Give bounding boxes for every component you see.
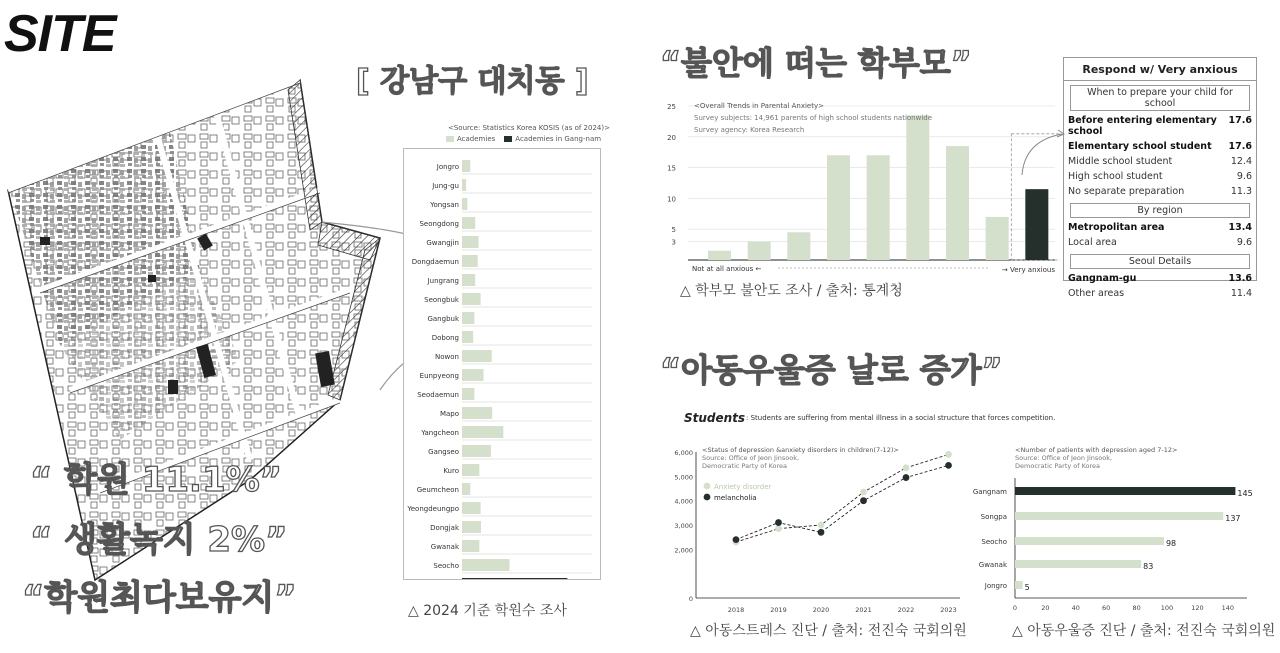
patients-chart-title: <Number of patients with depression aged 7-12> <box>1015 446 1178 454</box>
anxiety-bar-chart <box>660 96 1060 276</box>
respond-row <box>1064 139 1256 154</box>
anxiety-caption: △ 학부모 불안도 조사 / 출처: 통계청 <box>680 283 903 299</box>
series-point <box>945 462 952 469</box>
bar-label: Gwanak <box>978 561 1007 569</box>
quote-academy-ratio: “ 학원 11.1%” <box>30 460 283 500</box>
line-chart-subtitle: Democratic Party of Korea <box>702 462 788 470</box>
bar-label: Seocho <box>433 562 459 570</box>
x-tick-label: 2020 <box>812 606 830 614</box>
x-label-right: → Very anxious <box>1001 266 1055 274</box>
patients-bar-chart <box>965 440 1275 620</box>
bar-dongjak <box>462 521 481 533</box>
patients-chart-subtitle: Democratic Party of Korea <box>1015 462 1101 470</box>
series-point <box>775 525 782 532</box>
y-tick-label: 5,000 <box>674 473 693 482</box>
legend-marker <box>704 483 711 490</box>
respond-table <box>1063 57 1257 299</box>
legend-label-academies: Academies <box>457 135 496 143</box>
line-chart-caption: △ 아동스트레스 진단 / 출처: 전진숙 국회의원 <box>690 623 967 639</box>
bar-seodaemun <box>462 388 474 400</box>
bar-gwanak <box>462 540 479 552</box>
respond-row-value: 12.4 <box>1230 156 1252 167</box>
x-tick-label: 2019 <box>770 606 787 614</box>
x-tick-label: 100 <box>1160 604 1174 612</box>
x-tick-label: 2021 <box>855 606 872 614</box>
series-point <box>733 536 740 543</box>
bar-label: Eunpyeong <box>419 372 459 380</box>
bar-label: Yangcheon <box>421 429 459 437</box>
series-point <box>945 451 952 458</box>
y-tick-label: 10 <box>667 195 676 204</box>
bar-label: Songpa <box>980 513 1007 521</box>
x-tick-label: 80 <box>1132 604 1141 612</box>
y-tick-label: 20 <box>667 133 676 142</box>
bar-kuro <box>462 464 479 476</box>
legend-marker <box>704 494 711 501</box>
x-tick-label: 2018 <box>727 606 745 614</box>
x-tick-label: 20 <box>1041 604 1050 612</box>
bar-label: Mapo <box>439 410 459 418</box>
respond-section-header: When to prepare your child for school <box>1070 85 1250 111</box>
academy-chart-legend <box>446 135 601 143</box>
bar-value-label: 98 <box>1165 539 1177 548</box>
respond-row-label: Middle school student <box>1068 156 1173 167</box>
bar-label: Jung-gu <box>432 182 459 190</box>
series-point <box>903 464 910 471</box>
line-chart-subtitle: Source: Office of Jeon Jinsook, <box>702 454 800 462</box>
x-label-left: Not at all anxious ← <box>692 265 762 273</box>
y-tick-label: 5 <box>671 226 676 235</box>
anxiety-chart-title: <Overall Trends in Parental Anxiety> <box>694 102 824 110</box>
y-tick-label: 3,000 <box>674 522 693 530</box>
respond-row <box>1064 220 1256 235</box>
y-tick-label: 6,000 <box>674 449 693 457</box>
respond-section-header: Seoul Details <box>1070 254 1250 269</box>
anxiety-chart-subtitle: Survey subjects: 14,961 parents of high school students nationwide <box>694 114 933 122</box>
bar-jung-gu <box>462 179 466 191</box>
y-tick-label: 0 <box>688 595 693 603</box>
bar-label: Seongdong <box>419 220 459 228</box>
respond-row-value: 11.4 <box>1230 288 1252 299</box>
anxiety-heading: “불안에 떠는 학부모” <box>660 44 972 82</box>
bar-songpa <box>1015 512 1223 520</box>
x-tick-label: 2023 <box>940 606 957 614</box>
respond-row-label: Metropolitan area <box>1068 222 1165 233</box>
anxiety-bar-8 <box>986 217 1009 260</box>
anxiety-bar-3 <box>787 232 810 260</box>
bar-gangnam <box>462 578 567 579</box>
respond-row <box>1064 184 1256 199</box>
connector-arrow <box>1010 120 1070 180</box>
anxiety-chart-subtitle: Survey agency: Korea Research <box>694 126 805 134</box>
bar-label: Nowon <box>435 353 459 361</box>
students-label: Students <box>684 411 746 425</box>
respond-section-header: By region <box>1070 203 1250 218</box>
series-point <box>818 522 825 529</box>
anxiety-bar-7 <box>946 146 969 260</box>
bar-geumcheon <box>462 483 470 495</box>
bar-yongsan <box>462 198 467 210</box>
bar-eunpyeong <box>462 369 483 381</box>
bar-value-label: 5 <box>1024 583 1030 592</box>
x-tick-label: 0 <box>1012 604 1018 612</box>
respond-row-label: High school student <box>1068 171 1163 182</box>
series-point <box>860 497 867 504</box>
bar-dongdaemun <box>462 255 478 267</box>
site-title: SITE <box>4 5 116 63</box>
respond-row-label: No separate preparation <box>1068 186 1185 197</box>
respond-row <box>1064 271 1256 286</box>
respond-row <box>1064 113 1256 139</box>
bar-mapo <box>462 407 492 419</box>
bar-label: Gwangjin <box>426 239 459 247</box>
bar-label: Dongdaemun <box>411 258 459 266</box>
bar-yangcheon <box>462 426 503 438</box>
bar-label: Gangbuk <box>427 315 459 323</box>
series-point <box>775 519 782 526</box>
bar-seongdong <box>462 217 475 229</box>
respond-row-label: Elementary school student <box>1068 141 1212 152</box>
bar-gwangjin <box>462 236 479 248</box>
respond-row-label: Other areas <box>1068 288 1125 299</box>
bar-label: Gangnam <box>972 488 1007 496</box>
patients-chart-caption: △ 아동우울증 진단 / 출처: 전진숙 국회의원 <box>1012 623 1276 639</box>
bar-gangseo <box>462 445 491 457</box>
respond-row-value: 9.6 <box>1236 171 1252 182</box>
bar-label: Dongjak <box>430 524 459 532</box>
patients-chart-subtitle: Source: Office of Jeon Jinsook, <box>1015 454 1113 462</box>
bar-value-label: 137 <box>1225 514 1241 523</box>
academy-chart-source: <Source: Statistics Korea KOSIS (as of 2024)> <box>448 124 610 132</box>
respond-row-value: 9.6 <box>1236 237 1252 248</box>
depression-line-chart <box>660 440 970 620</box>
bar-label: Jongro <box>436 163 459 171</box>
respond-table-title: Respond w/ Very anxious <box>1064 58 1256 81</box>
bar-label: Geumcheon <box>416 486 459 494</box>
legend-label: melancholia <box>714 494 757 502</box>
bar-gwanak <box>1015 560 1141 568</box>
legend-label: Anxiety disorder <box>714 483 772 491</box>
depression-heading: “아동우울증 날로 증가” <box>660 351 1003 389</box>
respond-row <box>1064 286 1256 301</box>
respond-row <box>1064 154 1256 169</box>
bar-dobong <box>462 331 473 343</box>
bar-jungrang <box>462 274 475 286</box>
bar-value-label: 83 <box>1143 562 1154 571</box>
bar-nowon <box>462 350 492 362</box>
academy-chart-frame <box>403 148 601 580</box>
series-point <box>818 529 825 536</box>
bar-label: Yongsan <box>430 201 459 209</box>
bar-label: Jungrang <box>427 277 459 285</box>
respond-row <box>1064 235 1256 250</box>
respond-row-value: 13.4 <box>1228 222 1252 233</box>
bar-jongro <box>462 160 470 172</box>
y-tick-label: 2,000 <box>674 546 693 555</box>
anxiety-bar-2 <box>748 242 771 260</box>
bar-jongro <box>1015 581 1023 589</box>
anxiety-bar-4 <box>827 155 850 260</box>
x-tick-label: 120 <box>1191 604 1204 612</box>
y-tick-label: 15 <box>667 164 676 173</box>
respond-row-value: 17.6 <box>1228 141 1252 152</box>
bar-seongbuk <box>462 293 481 305</box>
bar-label: Seodaemun <box>417 391 459 399</box>
bar-seocho <box>462 559 510 571</box>
quote-most-academies: “학원최다보유지” <box>22 578 297 618</box>
bar-label: Seocho <box>981 538 1007 546</box>
bar-label: Yeongdeungpo <box>407 505 459 513</box>
respond-row-value: 17.6 <box>1228 115 1252 126</box>
bar-yeongdeungpo <box>462 502 481 514</box>
legend-swatch-academies <box>446 136 454 142</box>
series-point <box>903 474 910 481</box>
bar-label: Gangseo <box>428 448 459 456</box>
bar-label: Jongro <box>984 582 1007 590</box>
anxiety-bar-6 <box>906 115 929 260</box>
quote-green-ratio: “ 생활녹지 2%” <box>30 520 288 560</box>
bar-label: Dobong <box>431 334 459 342</box>
bar-gangnam <box>1015 487 1235 495</box>
series-point <box>860 489 867 496</box>
series-line-1 <box>736 465 949 539</box>
academy-bar-chart <box>404 149 600 579</box>
anxiety-bar-1 <box>708 251 731 260</box>
x-tick-label: 2022 <box>897 606 915 614</box>
line-chart-title: <Status of depression &anxiety disorders in children(7-12)> <box>702 446 899 454</box>
x-tick-label: 40 <box>1071 604 1080 612</box>
respond-row-label: Before entering elementary school <box>1068 115 1217 137</box>
legend-label-gangnam: Academies in Gang-nam <box>515 135 602 143</box>
x-tick-label: 60 <box>1102 604 1111 612</box>
bar-value-label: 145 <box>1237 489 1253 498</box>
legend-swatch-gangnam <box>504 136 512 142</box>
respond-row-label: Gangnam-gu <box>1068 273 1137 284</box>
respond-row-value: 11.3 <box>1230 186 1252 197</box>
anxiety-bar-5 <box>867 155 890 260</box>
x-tick-label: 140 <box>1221 604 1235 612</box>
respond-row <box>1064 169 1256 184</box>
bar-gangbuk <box>462 312 474 324</box>
respond-row-value: 13.6 <box>1228 273 1252 284</box>
bar-label: Gwanak <box>430 543 459 551</box>
bar-seocho <box>1015 537 1164 545</box>
respond-row-label: Local area <box>1068 237 1117 248</box>
students-text: : Students are suffering from mental illness in a social structure that forces competition. <box>746 414 1056 422</box>
district-title: [ 강남구 대치동 ] <box>356 64 589 99</box>
y-tick-label: 4,000 <box>674 497 693 506</box>
y-tick-label: 3 <box>671 238 676 247</box>
bar-label: Seongbuk <box>424 296 459 304</box>
bar-label: Kuro <box>443 467 459 475</box>
y-tick-label: 25 <box>667 103 676 111</box>
anxiety-bar-9 <box>1025 189 1048 260</box>
academy-chart-caption: △ 2024 기준 학원수 조사 <box>408 603 567 619</box>
